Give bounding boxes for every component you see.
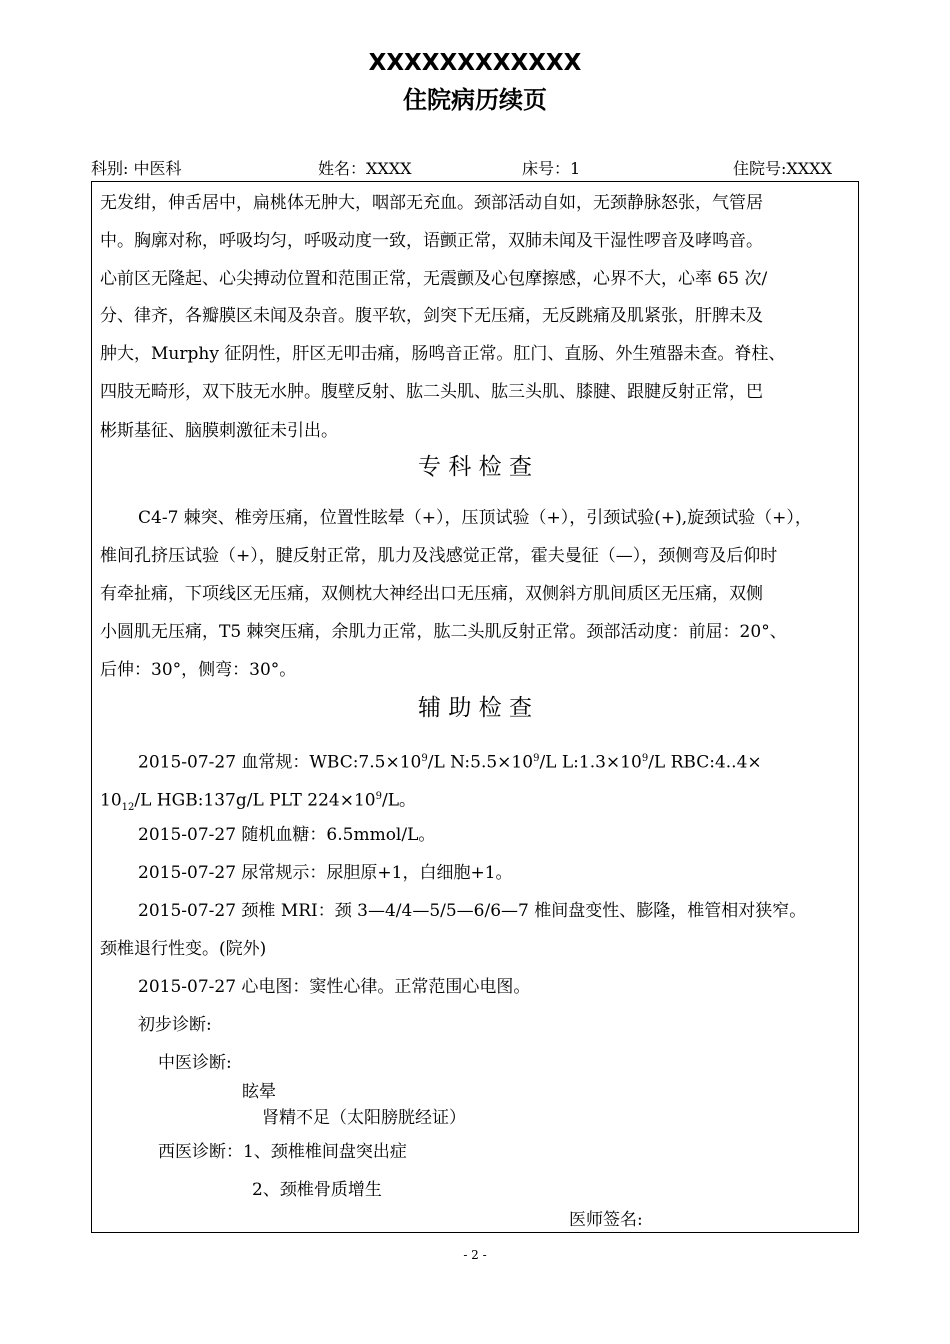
ecg-line: 2015-07-27 心电图：窦性心律。正常范围心电图。 xyxy=(138,977,531,997)
admission-number-field: 住院号:XXXX xyxy=(733,159,832,178)
blood-glucose-line: 2015-07-27 随机血糖：6.5mmol/L。 xyxy=(138,825,436,845)
patient-name-field: 姓名：XXXX xyxy=(318,159,412,178)
tcm-diagnosis-1: 眩晕 xyxy=(242,1082,276,1102)
special-line: 有牵扯痛，下项线区无压痛，双侧枕大神经出口无压痛，双侧斜方肌间质区无压痛，双侧 xyxy=(100,584,763,604)
urine-routine-line: 2015-07-27 尿常规示：尿胆原+1，白细胞+1。 xyxy=(138,863,513,883)
mri-line-2: 颈椎退行性变。(院外) xyxy=(100,939,267,959)
exam-line: 无发绀，伸舌居中，扁桃体无肿大，咽部无充血。颈部活动自如，无颈静脉怒张，气管居 xyxy=(100,193,763,213)
mri-line: 2015-07-27 颈椎 MRI：颈 3—4/4—5/5—6/6—7 椎间盘变性、膨隆，椎管相对狭窄。 xyxy=(138,901,807,921)
blood-routine-line: 2015-07-27 血常规：$WBC:7.5\times 10^9/L$ $N:5.5\times 10^9/L$ $L:1.3\times 10^9/L$ RBC:4..4× xyxy=(138,752,762,773)
exam-line: 肿大，Murphy 征阴性，肝区无叩击痛，肠鸣音正常。肛门、直肠、外生殖器未查。脊柱、 xyxy=(100,344,786,364)
document-title: 住院病历续页 xyxy=(403,86,547,114)
blood-routine-line-2: $10_{12}/L$ HGB:137g/L PLT $224\times 10^9/L$。 xyxy=(100,790,416,814)
exam-line: 四肢无畸形，双下肢无水肿。腹壁反射、肱二头肌、肱三头肌、膝腱、跟腱反射正常，巴 xyxy=(100,382,763,402)
physician-signature-label: 医师签名: xyxy=(569,1210,643,1230)
page-number: - 2 - xyxy=(463,1248,487,1262)
special-line: 椎间孔挤压试验（+），腱反射正常，肌力及浅感觉正常，霍夫曼征（—），颈侧弯及后仰时 xyxy=(100,546,778,566)
exam-line: 心前区无隆起、心尖搏动位置和范围正常，无震颤及心包摩擦感，心界不大，心率 65 次/ xyxy=(100,269,768,289)
special-line: 小圆肌无压痛，T5 棘突压痛，余肌力正常，肱二头肌反射正常。颈部活动度：前屈：20°、 xyxy=(100,622,787,642)
aux-exam-heading: 辅 助 检 查 xyxy=(418,695,532,721)
tcm-diagnosis-label: 中医诊断: xyxy=(158,1053,232,1073)
hospital-name: XXXXXXXXXXXX xyxy=(368,50,582,76)
special-line: 后伸：30°，侧弯：30°。 xyxy=(100,660,297,680)
special-line: C4-7 棘突、椎旁压痛，位置性眩晕（+），压顶试验（+），引颈试验(+),旋颈试验（+）， xyxy=(138,508,812,528)
record-body xyxy=(91,181,859,1233)
bed-number-field: 床号：1 xyxy=(522,159,581,178)
department-field: 科别: 中医科 xyxy=(91,159,182,178)
tcm-diagnosis-2: 肾精不足（太阳膀胱经证） xyxy=(262,1108,466,1128)
exam-line: 中。胸廓对称，呼吸均匀，呼吸动度一致，语颤正常，双肺未闻及干湿性啰音及哮鸣音。 xyxy=(100,231,763,251)
exam-line: 分、律齐，各瓣膜区未闻及杂音。腹平软，剑突下无压痛，无反跳痛及肌紧张，肝脾未及 xyxy=(100,306,763,326)
exam-line: 彬斯基征、脑膜刺激征未引出。 xyxy=(100,421,338,441)
initial-diagnosis-label: 初步诊断: xyxy=(138,1015,212,1035)
western-diagnosis-1: 西医诊断：1、颈椎椎间盘突出症 xyxy=(158,1142,407,1162)
western-diagnosis-2: 2、颈椎骨质增生 xyxy=(252,1180,382,1200)
special-exam-heading: 专 科 检 查 xyxy=(418,454,532,480)
